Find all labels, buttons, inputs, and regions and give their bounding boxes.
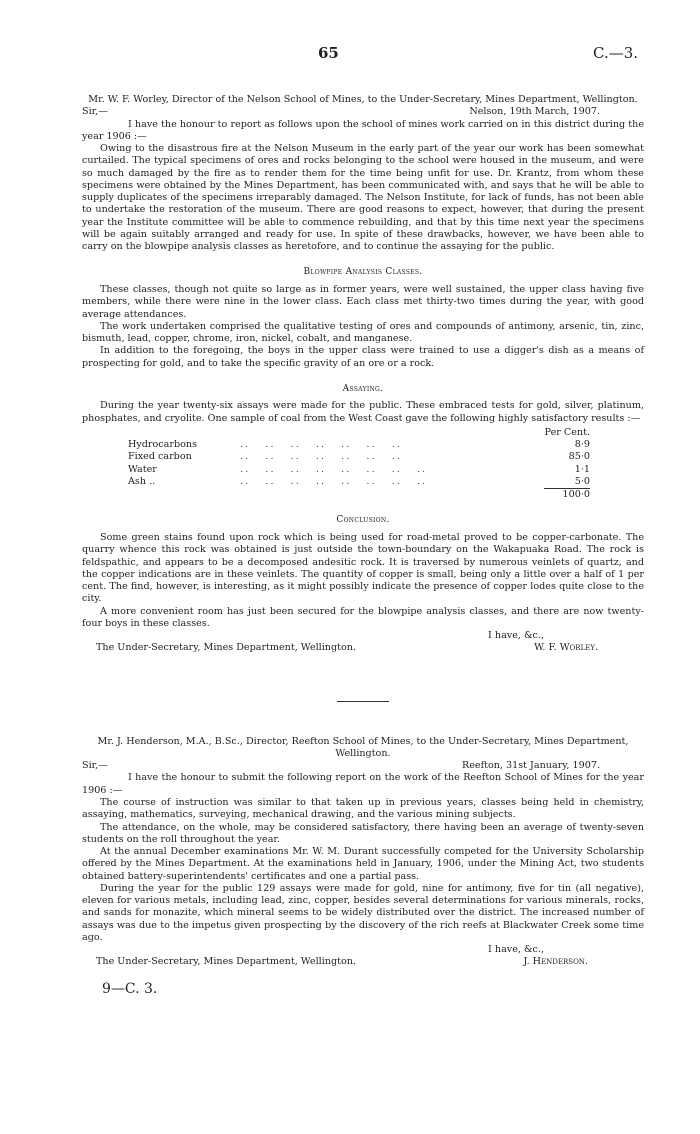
letter1-sign-row: [82, 642, 644, 654]
letter1-signature: W. F. Worley.: [534, 642, 598, 654]
letter2-closing: I have, &c.,: [488, 944, 544, 956]
letter2-paragraph: I have the honour to submit the following report on the work of the Reefton School of Mines for the year 1906 :—: [82, 772, 644, 796]
result-value: 1·1: [574, 463, 590, 475]
leader-dots: .. .. .. .. .. .. .. ..: [240, 463, 428, 475]
letter2-paragraph: The course of instruction was similar to that taken up in previous years, classes being held in chemistry, assaying, mathematics, surveying, mechanical drawing, and the various mining subjects.: [82, 796, 644, 821]
letter1-paragraph: Owing to the disastrous fire at the Nelson Museum in the early part of the year our work has been somewhat curtailed. The typical specimens of ores and rocks belonging to the school were housed in the museum, and were so much damaged by the fire as to render them for the time being unfit for use. Dr. Krantz, from whom these specimens were obtained by the Mines Department, has been communicated with, and says that he will be able to supply duplicates of the specimens irreparably damaged. The Nelson Institute, for lack of funds, has not been able to undertake the restoration of the museum. There are good reasons to expect, however, that during the present year the Institute committee will be able to commence rebuilding, and that by this time next year the specimens will be again suitably arranged and ready for use. In spite of these drawbacks, however, we have been able to carry on the blowpipe analysis classes as heretofore, and to continue the assaying for the public.: [82, 143, 644, 253]
letter2-addressee: The Under-Secretary, Mines Department, Wellington.: [96, 956, 356, 968]
letter1-salutation: Sir,—: [82, 106, 108, 118]
result-value: 8·9: [574, 439, 590, 451]
section-heading-conclusion: Conclusion.: [336, 515, 390, 526]
result-label: Hydrocarbons: [128, 439, 197, 451]
letter1-salutation-row: [82, 106, 644, 118]
result-value: 5·0: [574, 475, 590, 487]
letter2-signature: J. Henderson.: [523, 956, 588, 968]
result-label: Ash ..: [128, 476, 156, 488]
signature-mark: 9—C. 3.: [102, 980, 158, 997]
table-row: [128, 451, 590, 463]
letter1-paragraph: I have the honour to report as follows upon the school of mines work carried on in this district during the year 1906 :—: [82, 118, 644, 142]
leader-dots: .. .. .. .. .. .. ..: [240, 451, 402, 463]
blowpipe-paragraph: These classes, though not quite so large as in former years, were well sustained, the upper class having five members, while there were nine in the lower class. Each class met thirty-two times during the year, with good average attendances.: [82, 283, 644, 320]
section-heading-assaying: Assaying.: [342, 383, 384, 394]
conclusion-paragraph: A more convenient room has just been secured for the blowpipe analysis classes, and there are now twenty-four boys in these classes.: [82, 605, 644, 629]
table-row: [128, 464, 590, 476]
result-label: Water: [128, 463, 157, 475]
coal-results-table: [128, 427, 590, 502]
letter2-sign-row: [82, 956, 644, 968]
letter2-paragraph: The attendance, on the whole, may be considered satisfactory, there having been an average of twenty-seven students on the roll throughout the year.: [82, 821, 644, 845]
leader-dots: .. .. .. .. .. .. ..: [240, 439, 402, 451]
letter2-salutation-row: [82, 760, 644, 772]
section-divider: [337, 701, 389, 702]
assaying-paragraph: During the year twenty-six assays were made for the public. These embraced tests for gold, silver, platinum, phosphates, and cryolite. One sample of coal from the West Coast gave the following highly satisfactory results :—: [82, 400, 644, 424]
table-row: [128, 439, 590, 451]
letter1-closing: I have, &c.,: [488, 630, 544, 642]
letter2-heading: Mr. J. Henderson, M.A., B.Sc., Director, Reefton School of Mines, to the Under-Secretary, Mines Department, Wellington.: [97, 735, 629, 759]
conclusion-paragraph: Some green stains found upon rock which is being used for road-metal proved to be copper-carbonate. The quarry whence this rock was obtained is just outside the town-boundary on the Wakapuaka Road. The rock is feldspathic, and appears to be a decomposed andesitic rock. It is traversed by numerous veinlets of quartz, and the copper indications are in these veinlets. The quantity of copper is small, being only a little over a half of 1 per cent. The find, however, is interesting, as it might possibly indicate the presence of copper lodes quite close to the city.: [82, 531, 644, 605]
letter2-paragraph: During the year for the public 129 assays were made for gold, nine for antimony, five for tin (all negative), eleven for various metals, including lead, zinc, copper, besides several determinations for various minerals, rocks, and sands for monazite, which mineral seems to be widely distributed over the district. The increased number of assays was due to the impetus given prospecting by the discovery of the rich reefs at Blackwater Creek some time ago.: [82, 882, 644, 943]
letter1-heading: Mr. W. F. Worley, Director of the Nelson School of Mines, to the Under-Secretary, Mines Department, Wellington.: [88, 94, 638, 105]
results-column-header: Per Cent.: [544, 426, 590, 438]
blowpipe-paragraph: In addition to the foregoing, the boys in the upper class were trained to use a digger's dish as a means of prospecting for gold, and to take the specific gravity of an ore or a rock.: [82, 345, 644, 369]
series-number: C.—3.: [593, 44, 639, 62]
letter2-salutation: Sir,—: [82, 760, 108, 772]
letter1-place-date: Nelson, 19th March, 1907.: [469, 106, 600, 118]
letter1-addressee: The Under-Secretary, Mines Department, Wellington.: [96, 642, 356, 654]
page-number: 65: [318, 44, 339, 62]
leader-dots: .. .. .. .. .. .. .. ..: [240, 476, 428, 488]
result-label: Fixed carbon: [128, 451, 192, 463]
result-value: 85·0: [568, 451, 590, 463]
section-heading-blowpipe: Blowpipe Analysis Classes.: [303, 267, 423, 278]
blowpipe-paragraph: The work undertaken comprised the qualitative testing of ores and compounds of antimony, arsenic, tin, zinc, bismuth, lead, copper, chrome, iron, nickel, cobalt, and manganese.: [82, 320, 644, 345]
table-row: [128, 476, 590, 489]
letter2-paragraph: At the annual December examinations Mr. W. M. Durant successfully competed for the University Scholarship offered by the Mines Department. At the examinations held in January, 1906, under the Mining Act, two students obtained battery-superintendents' certificates and one a partial pass.: [82, 846, 644, 882]
letter2-place-date: Reefton, 31st January, 1907.: [461, 760, 600, 772]
results-total: 100·0: [544, 489, 590, 502]
